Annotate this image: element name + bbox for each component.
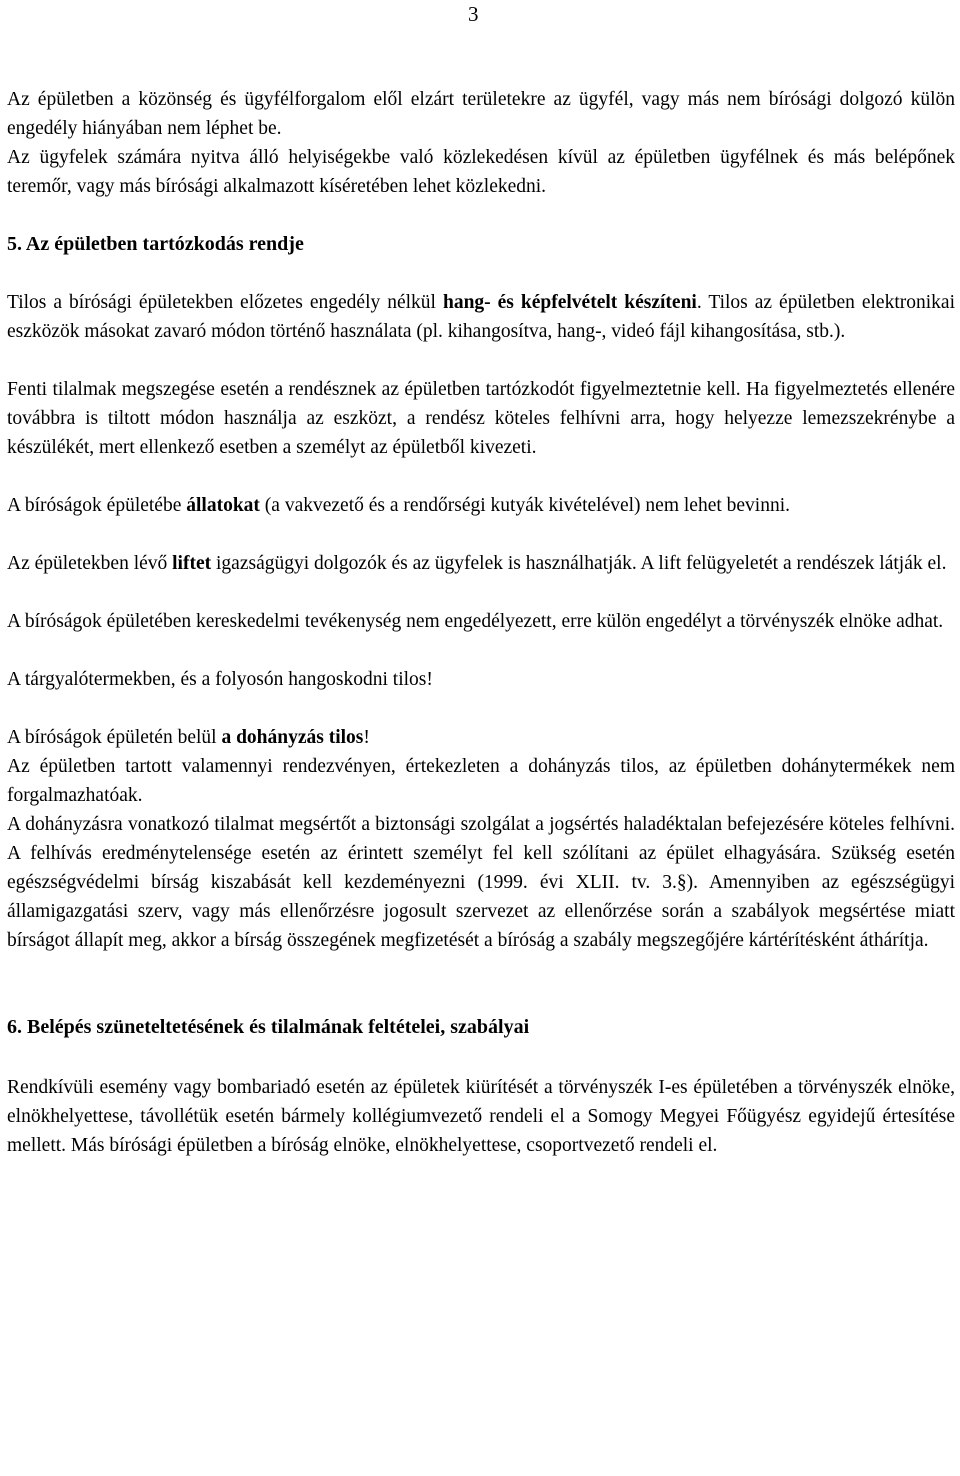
page-number: 3 [468,2,479,26]
text-run: . Tilos az épületben elektronikai eszközök másokat zavaró módon történő használata (pl. kihangosítva, hang-, videó fájl kihangosítása, stb.). [7,292,955,342]
text-run: A bíróságok épületén belül [7,727,222,748]
text-run: igazságügyi dolgozók és az ügyfelek is használhatják. A lift felügyeletét a rendészek látják el. [211,553,947,574]
section-6-heading: 6. Belépés szüneteltetésének és tilalmának feltételei, szabályai [7,1016,530,1038]
text-run: Az épületekben lévő [7,553,173,574]
text-run: Tilos a bírósági épületekben előzetes engedély nélkül [7,292,443,313]
section-5-paragraph-2: Fenti tilalmak megszegése esetén a rendésznek az épületben tartózkodót figyelmeztetnie kell. Ha figyelmeztetés ellenére továbbra is tiltott módon használja az eszközt, a rendész köteles felhívni arra, hogy helyezze lemezszekrénybe a készülékét, mert ellenkező esetben a személyt az épületből kivezeti. [7,379,955,458]
section-5-paragraph-3 [7,491,955,520]
emphasis-animals: állatokat [186,495,260,516]
section-5-paragraph-7 [7,723,955,752]
section-5-paragraph-6: A tárgyalótermekben, és a folyosón hangoskodni tilos! [7,669,433,690]
text-run: (a vakvezető és a rendőrségi kutyák kivételével) nem lehet bevinni. [259,495,791,516]
emphasis-lift: liftet [172,553,212,574]
section-5-heading: 5. Az épületben tartózkodás rendje [7,233,304,255]
text-run: A bíróságok épületébe [7,495,187,516]
section-5-paragraph-1 [7,288,955,346]
section-5-paragraph-9: A dohányzásra vonatkozó tilalmat megsértőt a biztonsági szolgálat a jogsértés haladéktalan befejezésére köteles felhívni. A felhívás eredménytelensége esetén az érintett személyt fel kell szólítani az épület elhagyására. Szükség esetén egészségvédelmi bírság kiszabását kell kezdeményezni (1999. évi XLII. tv. 3.§). Amennyiben az egészségügyi államigazgatási szerv, vagy más ellenőrzésre jogosult szervezet az ellenőrzése során a szabályok megsértése miatt bírságot állapít meg, akkor a bírság összegének megfizetését a bíróság a szabály megszegőjére kártérítésként áthárítja. [7,814,955,951]
intro-paragraph-2: Az ügyfelek számára nyitva álló helyiségekbe való közlekedésen kívül az épületben ügyfélnek és más belépőnek teremőr, vagy más bírósági alkalmazott kíséretében lehet közlekedni. [7,147,955,197]
section-5-paragraph-8: Az épületben tartott valamennyi rendezvényen, értekezleten a dohányzás tilos, az épületben dohánytermékek nem forgalmazhatóak. [7,756,955,806]
section-5-paragraph-4 [7,549,955,578]
emphasis-recording-ban: hang- és képfelvételt készíteni [442,292,697,313]
emphasis-smoking-ban: a dohányzás tilos [221,727,364,748]
section-6-paragraph-1: Rendkívüli esemény vagy bombariadó esetén az épületek kiürítését a törvényszék I-es épületében a törvényszék elnöke, elnökhelyettese, távollétük esetén bármely kollégiumvezető rendeli el a Somogy Megyei Főügyész egyidejű értesítése mellett. Más bírósági épületben a bíróság elnöke, elnökhelyettese, csoportvezető rendeli el. [7,1077,955,1156]
intro-paragraph-1: Az épületben a közönség és ügyfélforgalom elől elzárt területekre az ügyfél, vagy más nem bírósági dolgozó külön engedély hiányában nem léphet be. [7,89,955,139]
section-5-paragraph-5: A bíróságok épületében kereskedelmi tevékenység nem engedélyezett, erre külön engedélyt a törvényszék elnöke adhat. [7,611,944,632]
document-body [7,85,955,1160]
text-run: ! [363,727,370,748]
